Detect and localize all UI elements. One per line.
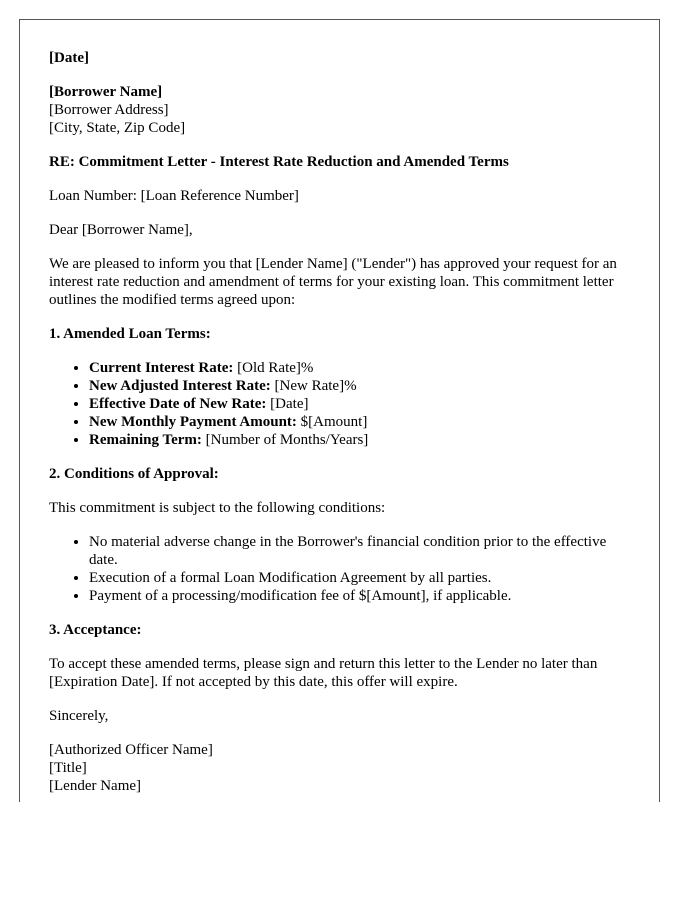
term-value: $[Amount] bbox=[296, 414, 368, 430]
term-value: [Number of Months/Years] bbox=[201, 432, 369, 448]
borrower-address: [Borrower Address] bbox=[49, 102, 169, 118]
section-conditions-heading: 2. Conditions of Approval: bbox=[49, 466, 219, 482]
section-amended-terms-heading: 1. Amended Loan Terms: bbox=[49, 326, 211, 342]
list-item bbox=[89, 395, 630, 413]
borrower-city-state-zip: [City, State, Zip Code] bbox=[49, 120, 186, 136]
officer-title: [Title] bbox=[49, 760, 87, 776]
officer-name: [Authorized Officer Name] bbox=[49, 742, 213, 758]
list-item bbox=[89, 359, 630, 377]
borrower-address-block bbox=[49, 83, 630, 137]
amended-terms-list bbox=[49, 359, 630, 449]
term-label: Current Interest Rate: bbox=[89, 360, 234, 376]
intro-paragraph: We are pleased to inform you that [Lender Name] ("Lender") has approved your request for an interest rate reduction and amendment of terms for your existing loan. This commitment letter outlines the modified terms agreed upon: bbox=[49, 256, 617, 308]
borrower-name: [Borrower Name] bbox=[49, 84, 163, 100]
list-item bbox=[89, 413, 630, 431]
term-value: [Old Rate]% bbox=[233, 360, 314, 376]
list-item: • Payment of a processing/modification fee of $[Amount], if applicable. bbox=[89, 587, 630, 605]
term-label: New Monthly Payment Amount: bbox=[89, 414, 297, 430]
list-item bbox=[89, 377, 630, 395]
term-label: Remaining Term: bbox=[89, 432, 202, 448]
closing: Sincerely, bbox=[49, 708, 109, 724]
lender-name: [Lender Name] bbox=[49, 778, 142, 794]
letter-date: [Date] bbox=[49, 50, 89, 66]
section-acceptance-heading: 3. Acceptance: bbox=[49, 622, 142, 638]
term-value: [New Rate]% bbox=[270, 378, 357, 394]
list-item bbox=[89, 431, 630, 449]
conditions-intro: This commitment is subject to the following conditions: bbox=[49, 500, 386, 516]
term-value: [Date] bbox=[266, 396, 309, 412]
subject-line: RE: Commitment Letter - Interest Rate Reduction and Amended Terms bbox=[49, 154, 509, 170]
list-item: • No material adverse change in the Borrower's financial condition prior to the effective date. bbox=[89, 533, 630, 569]
list-item: • Execution of a formal Loan Modification Agreement by all parties. bbox=[89, 569, 630, 587]
loan-number: Loan Number: [Loan Reference Number] bbox=[49, 188, 299, 204]
salutation: Dear [Borrower Name], bbox=[49, 222, 193, 238]
letter-page bbox=[19, 19, 660, 802]
signature-block bbox=[49, 741, 630, 795]
conditions-list bbox=[49, 533, 630, 605]
term-label: New Adjusted Interest Rate: bbox=[89, 378, 271, 394]
term-label: Effective Date of New Rate: bbox=[89, 396, 267, 412]
acceptance-text: To accept these amended terms, please sign and return this letter to the Lender no later than [Expiration Date]. If not accepted by this date, this offer will expire. bbox=[49, 656, 598, 690]
